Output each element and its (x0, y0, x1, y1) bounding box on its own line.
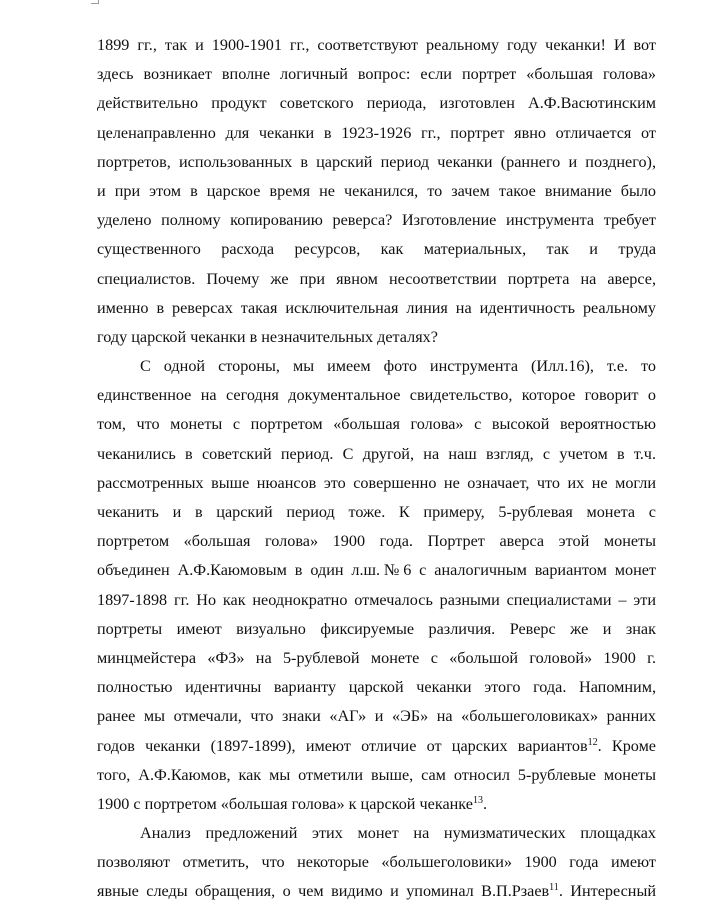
text-run: . (482, 794, 488, 813)
footnote-ref-11[interactable]: 11 (549, 882, 559, 894)
text-run: 1900 с портретом «большая голова» к царской чеканке (97, 794, 473, 813)
paragraph-2 (97, 352, 656, 819)
text-line: рассмотренных выше нюансов это совершенно не означает, что их не могли (97, 473, 656, 492)
text-run: . Кроме (597, 736, 656, 755)
text-run: явные следы обращения, о чем видимо и упоминал В.П.Рзаев (97, 882, 550, 901)
text-run: . Интересный (558, 882, 656, 901)
text-line: именно в реверсах такая исключительная линия на идентичность реальному (97, 298, 656, 317)
footnote-ref-12[interactable]: 12 (587, 736, 598, 748)
text-line: 1899 гг., так и 1900-1901 гг., соответствуют реальному году чеканки! И вот (97, 36, 656, 54)
text-line: году царской чеканки в незначительных деталях? (97, 327, 438, 346)
paragraph-3 (97, 819, 656, 907)
text-boundary-corner-mark (91, 0, 99, 4)
text-line: существенного расхода ресурсов, как материальных, так и труда (97, 240, 656, 259)
text-line: специалистов. Почему же при явном несоответствии портрета на аверсе, (97, 269, 656, 288)
text-line: чеканить и в царский период тоже. К примеру, 5-рублевая монета с (97, 503, 656, 521)
text-line: действительно продукт советского периода, изготовлен А.Ф.Васютинским (97, 94, 656, 113)
text-line: том, что монеты с портретом «большая голова» с высокой вероятностью (97, 415, 656, 434)
text-run: годов чеканки (1897-1899), имеют отличие от царских вариантов (97, 736, 588, 755)
paragraph-1 (97, 31, 656, 352)
text-line: С одной стороны, мы имеем фото инструмента (Илл.16), т.е. то (140, 357, 656, 376)
text-line: ранее мы отмечали, что знаки «АГ» и «ЭБ» на «большеголовиках» ранних (97, 707, 656, 726)
text-line: портретом «большая голова» 1900 года. Портрет аверса этой монеты (97, 532, 656, 551)
text-line: портретов, использованных в царский период чеканки (раннего и позднего), (97, 152, 656, 171)
text-line: полностью идентичны варианту царской чеканки этого года. Напомним, (97, 678, 656, 697)
text-line: минцмейстера «ФЗ» на 5-рублевой монете с «большой головой» 1900 г. (97, 648, 656, 667)
text-line: Анализ предложений этих монет на нумизматических площадках (140, 824, 656, 843)
text-line: позволяют отметить, что некоторые «большеголовики» 1900 года имеют (97, 853, 656, 872)
text-line: уделено полному копированию реверса? Изготовление инструмента требует (97, 211, 656, 230)
text-line: того, А.Ф.Каюмов, как мы отметили выше, сам относил 5-рублевые монеты (97, 765, 656, 784)
text-line (97, 877, 656, 906)
text-line: портреты имеют визуально фиксируемые различия. Реверс же и знак (97, 619, 656, 638)
text-line: единственное на сегодня документальное свидетельство, которое говорит о (97, 386, 656, 405)
text-line: объединен А.Ф.Каюмовым в один л.ш.№6 с аналогичным вариантом монет (97, 561, 656, 580)
text-line: чеканились в советский период. С другой, на наш взгляд, с учетом в т.ч. (97, 444, 656, 463)
body-text (97, 31, 656, 907)
text-line: и при этом в царское время не чеканился, то зачем такое внимание было (97, 181, 656, 200)
text-line (97, 732, 656, 761)
text-line: 1897-1898 гг. Но как неоднократно отмечалось разными специалистами – эти (97, 590, 656, 609)
text-line: целенаправленно для чеканки в 1923-1926 гг., портрет явно отличается от (97, 123, 656, 142)
text-line: здесь возникает вполне логичный вопрос: если портрет «большая голова» (97, 65, 656, 84)
text-line (97, 790, 656, 819)
footnote-ref-13[interactable]: 13 (472, 794, 483, 806)
